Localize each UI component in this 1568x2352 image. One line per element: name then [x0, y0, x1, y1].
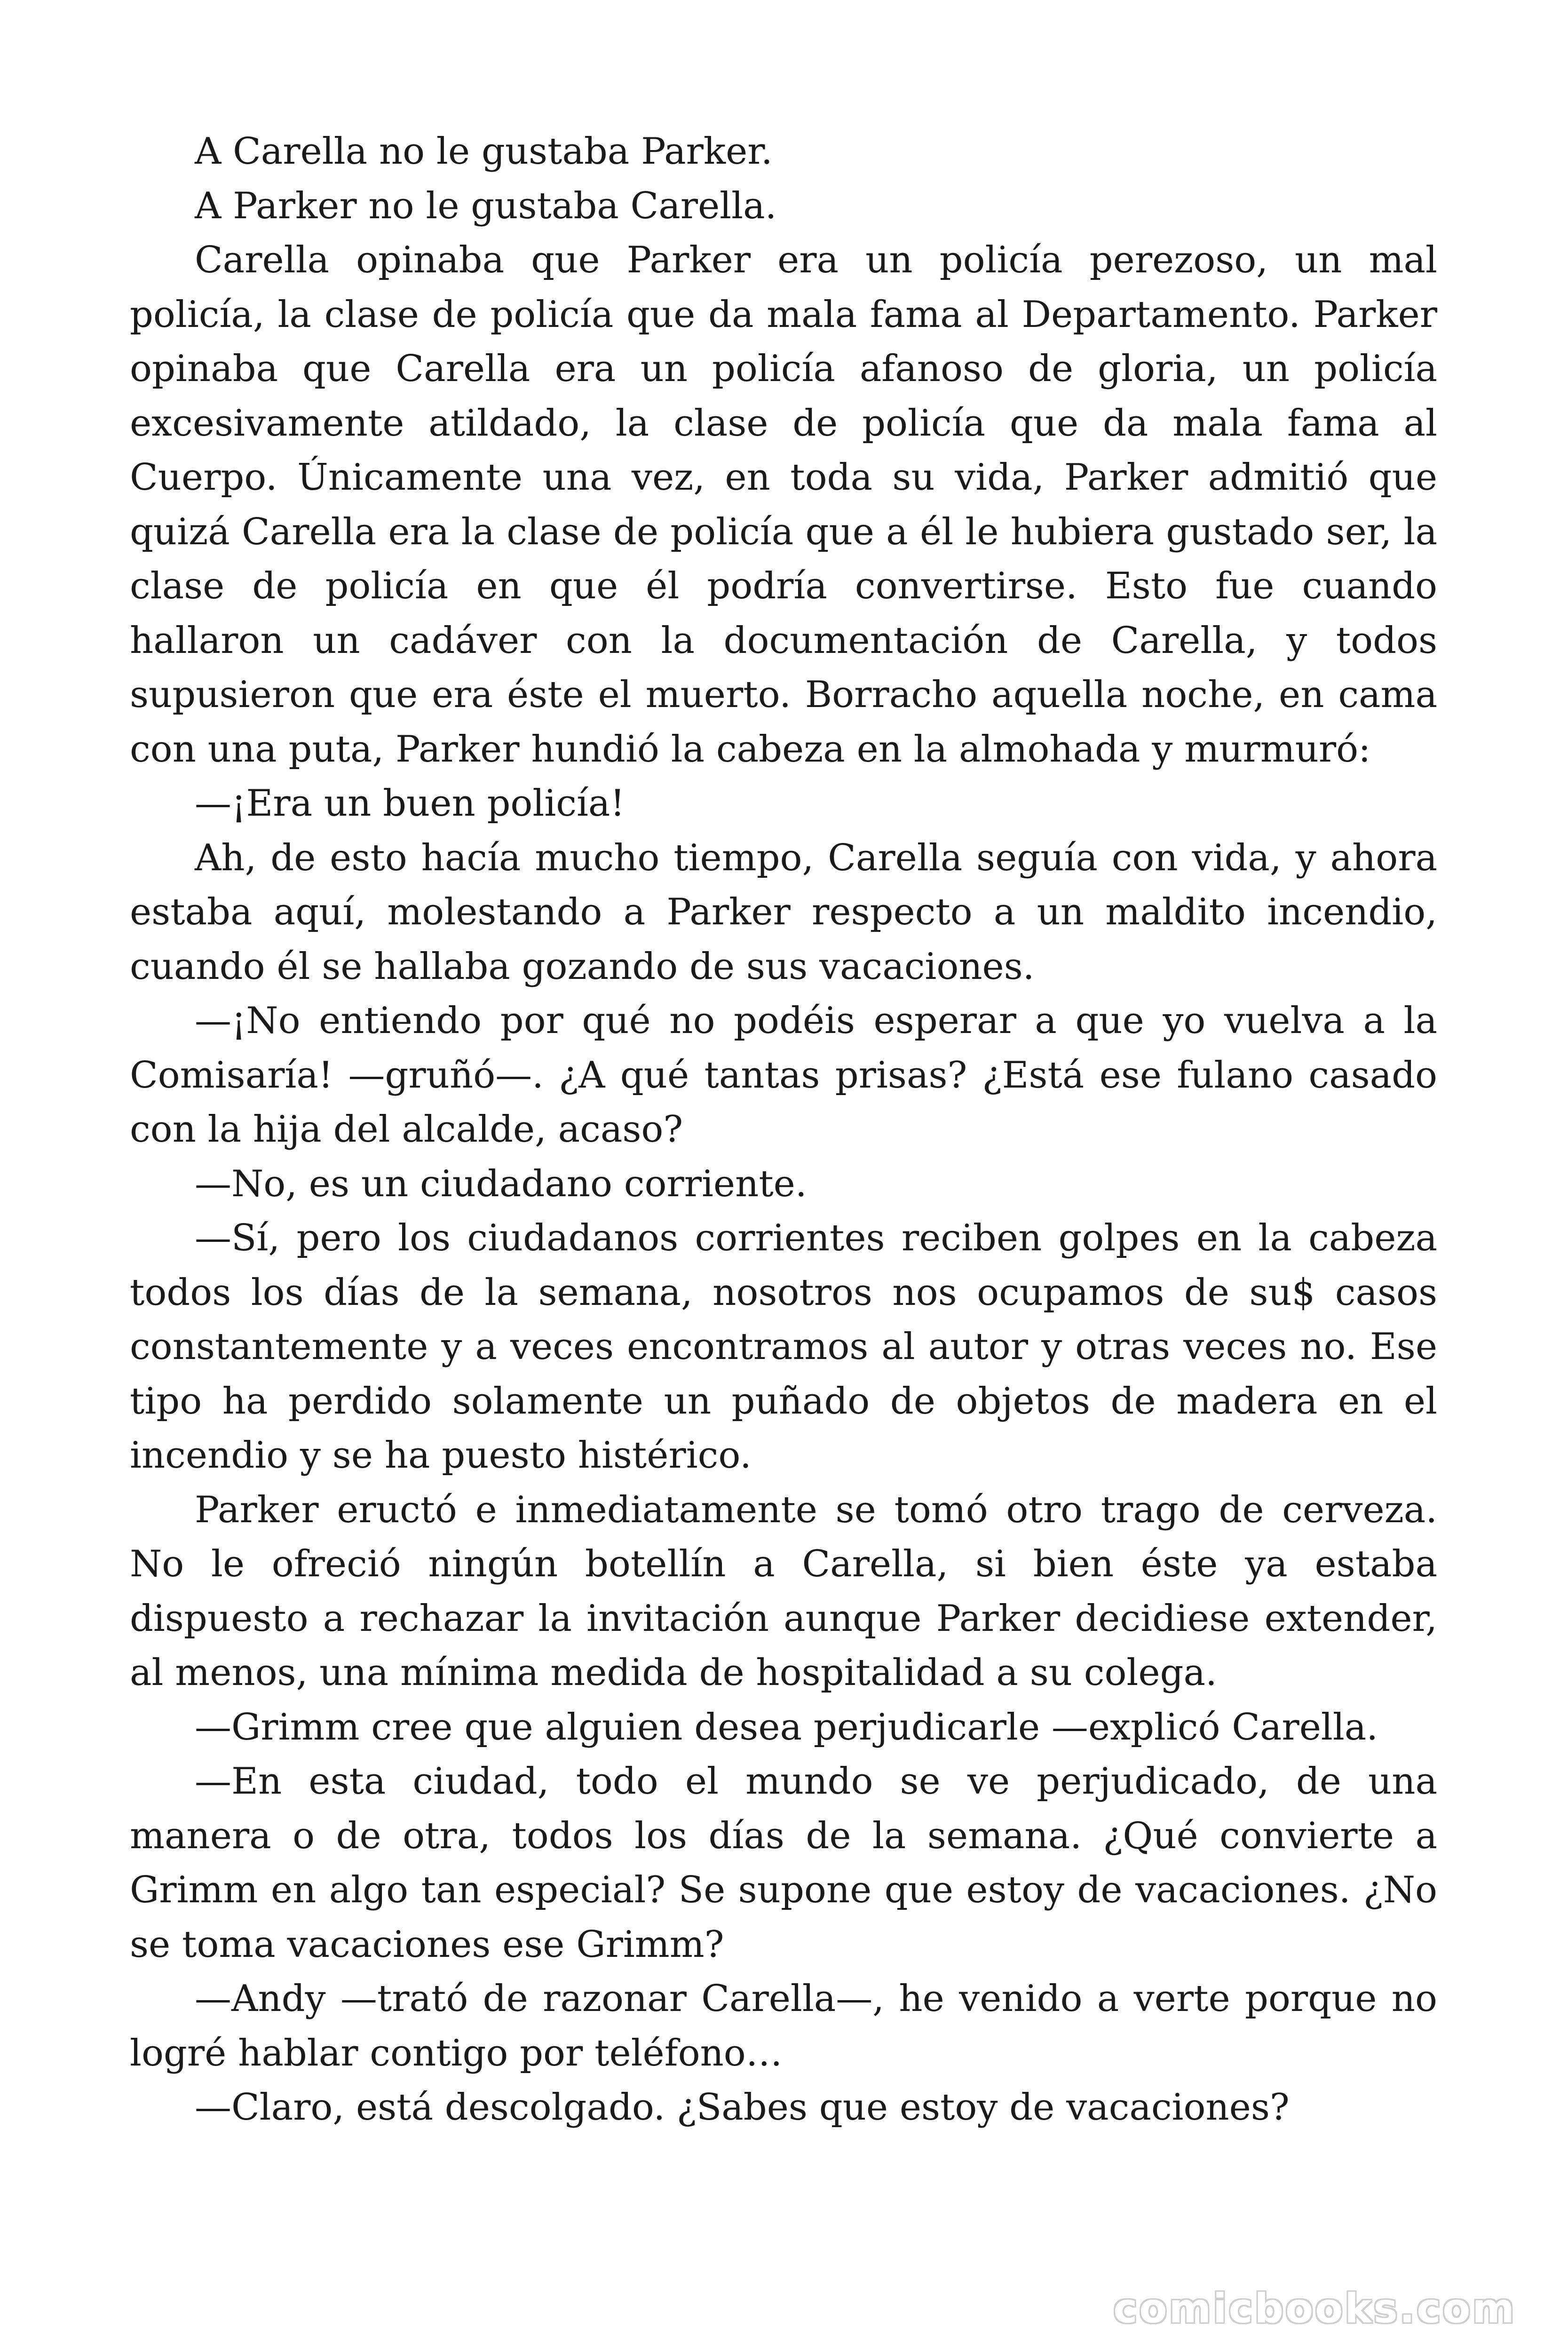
paragraph: —¡Era un buen policía!: [195, 782, 625, 825]
paragraph: A Carella no le gustaba Parker.: [195, 130, 773, 173]
paragraph: Ah, de esto hacía mucho tiempo, Carella seguía con vida, y ahora estaba aquí, molestando a Parker respecto a un maldito incendio, cuando él se hallaba gozando de sus vacaciones.: [130, 836, 1437, 988]
paragraph: —¡No entiendo por qué no podéis esperar a que yo vuelva a la Comisaría! —gruñó—. ¿A qué tantas prisas? ¿Está ese fulano casado con la hija del alcalde, acaso?: [130, 1000, 1437, 1151]
watermark-logo: comicbooks.com: [1113, 2285, 1516, 2332]
paragraph: —En esta ciudad, todo el mundo se ve perjudicado, de una manera o de otra, todos los días de la semana. ¿Qué convierte a Grimm en algo tan especial? Se supone que estoy de vacaciones. ¿No se toma vacaciones ese Grimm?: [130, 1760, 1437, 1966]
paragraph: Carella opinaba que Parker era un policía perezoso, un mal policía, la clase de policía que da mala fama al Departamento. Parker opinaba que Carella era un policía afanoso de gloria, un policía excesivamente atildado, la clase de policía que da mala fama al Cuerpo. Únicamente una vez, en toda su vida, Parker admitió que quizá Carella era la clase de policía que a él le hubiera gustado ser, la clase de policía en que él podría convertirse. Esto fue cuando hallaron un cadáver con la documentación de Carella, y todos supusieron que era éste el muerto. Borracho aquella noche, en cama con una puta, Parker hundió la cabeza en la almohada y murmuró:: [130, 239, 1437, 771]
page-text: [130, 125, 1437, 2135]
paragraph: A Parker no le gustaba Carella.: [195, 184, 777, 227]
paragraph: Parker eructó e inmediatamente se tomó otro trago de cerveza. No le ofreció ningún botellín a Carella, si bien éste ya estaba dispuesto a rechazar la invitación aunque Parker decidiese extender, al menos, una mínima medida de hospitalidad a su colega.: [130, 1488, 1437, 1694]
paragraph: —Andy —trató de razonar Carella—, he venido a verte porque no logré hablar contigo por teléfono…: [130, 1978, 1437, 2074]
paragraph: —Grimm cree que alguien desea perjudicarle —explicó Carella.: [195, 1706, 1378, 1748]
paragraph: —Claro, está descolgado. ¿Sabes que estoy de vacaciones?: [195, 2086, 1290, 2129]
paragraph: —Sí, pero los ciudadanos corrientes reciben golpes en la cabeza todos los días de la semana, nosotros nos ocupamos de su$ casos constantemente y a veces encontramos al autor y otras veces no. Ese tipo ha perdido solamente un puñado de objetos de madera en el incendio y se ha puesto histérico.: [130, 1217, 1437, 1477]
paragraph: —No, es un ciudadano corriente.: [195, 1162, 807, 1205]
